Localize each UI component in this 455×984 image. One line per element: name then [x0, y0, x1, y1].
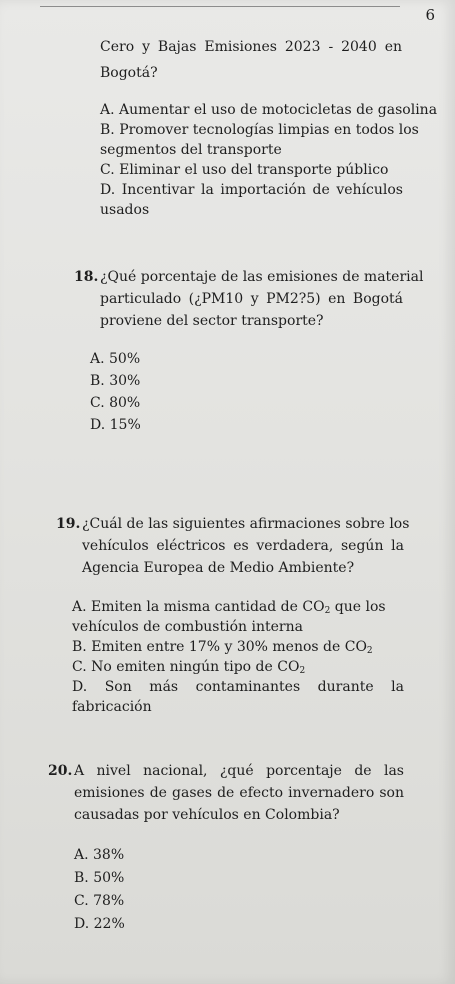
- question-18-line-2: particulado (¿PM10 y PM2?5) en Bogotá: [100, 291, 403, 307]
- question-17-option-d[interactable]: D. Incentivar la importación de vehículos: [100, 182, 403, 198]
- question-18-line-1: ¿Qué porcentaje de las emisiones de material: [100, 269, 424, 285]
- question-19-option-a-text: A. Emiten la misma cantidad de CO: [72, 599, 325, 615]
- question-17-option-d-cont: usados: [100, 202, 150, 218]
- question-19-option-d-cont: fabricación: [72, 699, 152, 715]
- question-18-option-d[interactable]: D. 15%: [90, 417, 141, 433]
- question-18-option-a[interactable]: A. 50%: [90, 351, 141, 367]
- question-19-number: 19.: [56, 516, 81, 532]
- question-20-line-3: causadas por vehículos en Colombia?: [74, 807, 340, 823]
- top-rule: [40, 6, 400, 7]
- question-19-option-c-text: C. No emiten ningún tipo de CO: [72, 659, 300, 675]
- question-17-option-b[interactable]: B. Promover tecnologías limpias en todos los: [100, 122, 419, 138]
- question-20-option-a[interactable]: A. 38%: [74, 847, 125, 863]
- question-19-option-a-cont: vehículos de combustión interna: [72, 619, 303, 635]
- question-17-title-line-1: Cero y Bajas Emisiones 2023 - 2040 en: [100, 39, 402, 55]
- question-18-line-3: proviene del sector transporte?: [100, 313, 324, 329]
- question-18-option-c[interactable]: C. 80%: [90, 395, 141, 411]
- co2-subscript: 2: [299, 666, 306, 676]
- question-19-line-2: vehículos eléctricos es verdadera, según la: [82, 538, 404, 554]
- question-19-option-d[interactable]: D. Son más contaminantes durante la: [72, 679, 404, 695]
- question-17-option-c[interactable]: C. Eliminar el uso del transporte público: [100, 162, 389, 178]
- question-19-option-b[interactable]: [72, 638, 373, 660]
- question-19-option-b-text: B. Emiten entre 17% y 30% menos de CO: [72, 639, 367, 655]
- question-17-option-a[interactable]: A. Aumentar el uso de motocicletas de gasolina: [100, 102, 438, 118]
- question-19-option-c[interactable]: [72, 658, 305, 680]
- question-19-line-1: ¿Cuál de las siguientes afirmaciones sobre los: [82, 516, 410, 532]
- question-17-title-line-2: Bogotá?: [100, 65, 158, 81]
- co2-subscript: 2: [324, 606, 331, 616]
- question-18-number: 18.: [74, 269, 99, 285]
- question-20-option-b[interactable]: B. 50%: [74, 870, 125, 886]
- question-18-option-b[interactable]: B. 30%: [90, 373, 141, 389]
- question-19-option-a-text-end: que los: [330, 599, 386, 615]
- page-number: 6: [425, 6, 435, 24]
- question-20-line-1: A nivel nacional, ¿qué porcentaje de las: [74, 763, 404, 779]
- question-19-option-a[interactable]: [72, 598, 386, 620]
- question-19-line-3: Agencia Europea de Medio Ambiente?: [82, 560, 355, 576]
- question-20-option-c[interactable]: C. 78%: [74, 893, 125, 909]
- question-20-line-2: emisiones de gases de efecto invernadero son: [74, 785, 404, 801]
- co2-subscript: 2: [366, 646, 373, 656]
- question-20-number: 20.: [48, 763, 73, 779]
- question-17-option-b-cont: segmentos del transporte: [100, 142, 282, 158]
- question-20-option-d[interactable]: D. 22%: [74, 916, 125, 932]
